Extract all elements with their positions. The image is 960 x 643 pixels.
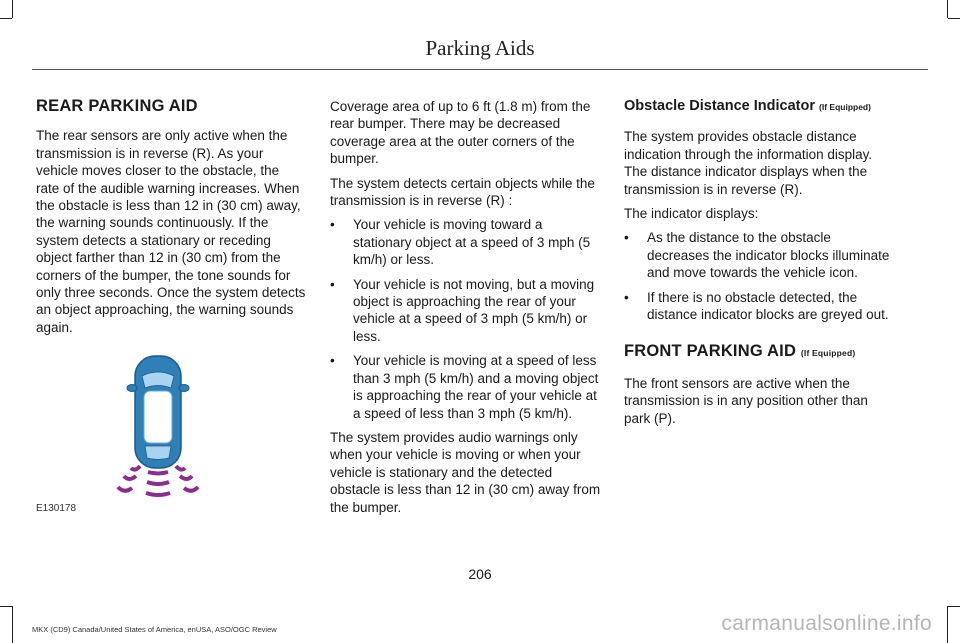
- sensor-wave: [148, 472, 168, 474]
- section-heading-front-parking-aid: [624, 343, 896, 362]
- sensor-wave: [176, 466, 185, 470]
- indicator-displays-paragraph: The indicator displays:: [624, 206, 759, 222]
- list-item-text: As the distance to the obstacle decreases the indicator blocks illuminate and move towards the vehicle icon.: [647, 230, 890, 281]
- subheading-text: Obstacle Distance Indicator: [624, 98, 815, 114]
- watermark-text: carmanualsonline.info: [721, 612, 932, 635]
- sensor-waves-icon: [118, 466, 198, 495]
- coverage-paragraph: Coverage area of up to 6 ft (1.8 m) from the rear bumper. There may be decreased coverage area at the outer corners of the bumper.: [330, 99, 591, 167]
- car-mirror-right: [179, 385, 189, 392]
- sensor-wave: [118, 487, 132, 491]
- list-item: [330, 352, 602, 422]
- page-header-title: Parking Aids: [425, 36, 535, 60]
- bullet-icon: •: [624, 230, 629, 246]
- crop-mark: [0, 606, 12, 607]
- front-sensors-paragraph: The front sensors are active when the transmission is in any position other than park (P).: [624, 375, 868, 426]
- sensor-wave: [180, 476, 192, 479]
- page-number: 206: [468, 566, 492, 582]
- crop-mark: [948, 606, 960, 607]
- car-rear-window: [145, 446, 171, 460]
- crop-mark: [948, 18, 960, 19]
- figure-label: E130178: [36, 503, 77, 514]
- heading-text: FRONT PARKING AID: [624, 342, 797, 361]
- rear-sensor-figure: [36, 348, 306, 518]
- bullet-icon: •: [330, 217, 335, 233]
- sensor-wave: [124, 476, 136, 479]
- section-heading-rear-parking-aid: REAR PARKING AID: [36, 97, 198, 115]
- audio-warnings-paragraph: The system provides audio warnings only when your vehicle is moving or when your vehicle is stationary and the detected obstacle is less than 12 in (30 cm) away from the bumper.: [330, 429, 601, 515]
- obstacle-distance-indicator-heading: [624, 98, 896, 116]
- detection-conditions-list: [330, 216, 602, 421]
- column-right: [624, 98, 896, 434]
- sensor-wave: [131, 466, 140, 470]
- sensor-wave: [147, 482, 169, 484]
- crop-mark: [12, 606, 13, 643]
- list-item-text: Your vehicle is moving at a speed of less than 3 mph (5 km/h) and a moving object is approaching the rear of your vehicle at a speed of less than 3 mph (5 km/h).: [353, 353, 599, 421]
- bullet-icon: •: [330, 276, 335, 292]
- bullet-icon: •: [624, 289, 629, 305]
- car-roof: [144, 391, 172, 443]
- list-item-text: Your vehicle is not moving, but a moving object is approaching the rear of your vehicle at a speed of 3 mph (5 km/h) or less.: [353, 276, 595, 344]
- crop-mark: [0, 18, 12, 19]
- detects-objects-paragraph: The system detects certain objects while the transmission is in reverse (R) :: [330, 175, 595, 209]
- car-top-view-icon: [36, 348, 306, 503]
- rear-parking-aid-paragraph: The rear sensors are only active when the transmission is in reverse (R). As your vehicle moves closer to the obstacle, the rate of the audible warning increases. When the obstacle is less than 12 in (30 cm) away, the warning sounds continuously. If the system detects a stationary or receding object farther than 12 in (30 cm) from the corners of the bumper, the tone sounds for only three seconds. Once the system detects an object approaching, the warning sounds again.: [36, 128, 306, 335]
- car-mirror-left: [127, 385, 137, 392]
- bullet-icon: •: [330, 353, 335, 369]
- list-item-text: Your vehicle is moving toward a stationary object at a speed of 3 mph (5 km/h) or less.: [353, 217, 591, 268]
- sensor-wave: [146, 493, 170, 495]
- column-left: [36, 98, 306, 343]
- list-item-text: If there is no obstacle detected, the distance indicator blocks are greyed out.: [647, 289, 889, 323]
- list-item: [624, 229, 896, 281]
- list-item: [330, 276, 602, 346]
- sensor-wave: [184, 487, 198, 491]
- distance-indication-paragraph: The system provides obstacle distance indication through the information display. The distance indicator displays when the transmission is in reverse (R).: [624, 129, 873, 197]
- car-windshield: [142, 372, 174, 388]
- document-info: MKX (CD9) Canada/United States of America, enUSA, ASO/OGC Review: [32, 625, 277, 634]
- list-item: [330, 216, 602, 268]
- crop-mark: [947, 606, 948, 643]
- crop-mark: [12, 0, 13, 18]
- crop-mark: [947, 0, 948, 18]
- if-equipped-note: (If Equipped): [800, 348, 856, 359]
- list-item: [624, 289, 896, 324]
- indicator-list: [624, 229, 896, 323]
- if-equipped-note: (If Equipped): [819, 102, 871, 112]
- header-divider: [32, 69, 928, 70]
- column-middle: [330, 98, 602, 523]
